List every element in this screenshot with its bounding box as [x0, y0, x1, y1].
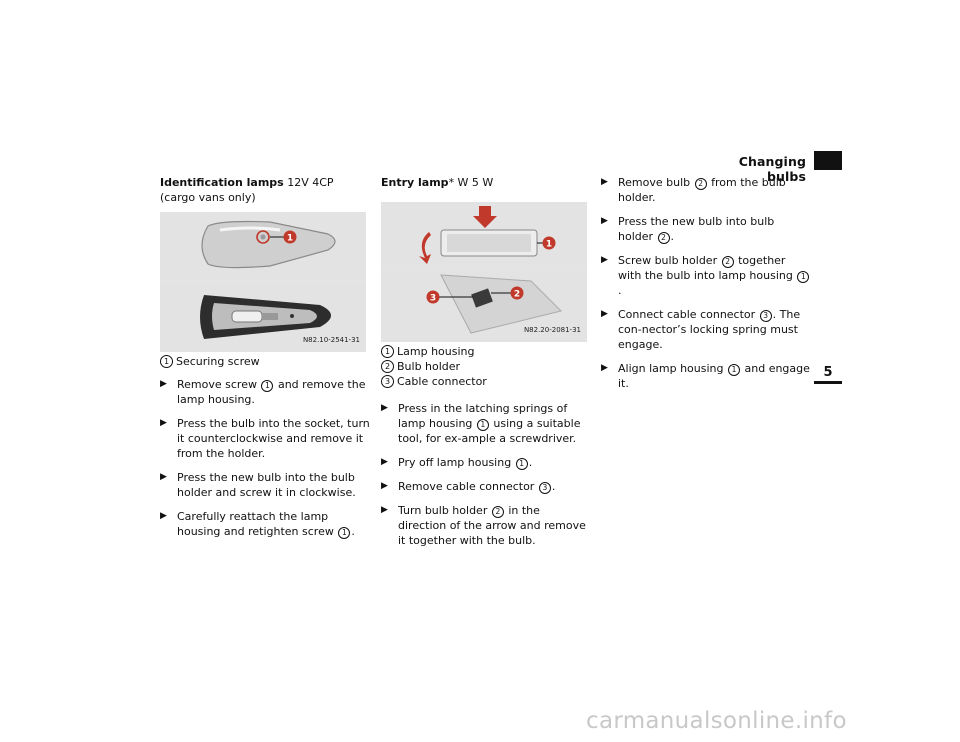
- step-text: Turn bulb holder 2 in the direction of the arrow and remove it together with the bulb.: [398, 504, 586, 547]
- arrow-bullet-icon: ▶: [381, 505, 388, 515]
- ref-number: 1: [516, 458, 528, 470]
- ref-number: 2: [658, 232, 670, 244]
- step-text: Align lamp housing 1 and engage it.: [618, 362, 810, 390]
- legend-item: [381, 374, 591, 389]
- arrow-bullet-icon: ▶: [381, 481, 388, 491]
- instruction-step: [381, 401, 591, 446]
- svg-text:1: 1: [286, 233, 294, 244]
- entry-lamp-housing-illustration: [381, 202, 587, 268]
- heading-rating: * W 5 W: [448, 176, 494, 189]
- entry-lamp-column: [381, 175, 591, 557]
- ref-number: 1: [477, 419, 489, 431]
- arrow-bullet-icon: ▶: [601, 363, 608, 373]
- chapter-number: 5: [823, 365, 833, 380]
- ref-number: 3: [760, 310, 772, 322]
- legend-label: Lamp housing: [397, 345, 475, 358]
- step-text: Carefully reattach the lamp housing and retighten screw 1 .: [177, 510, 355, 538]
- legend-label: Securing screw: [176, 355, 260, 368]
- instruction-step: [601, 361, 811, 391]
- legend-item: [381, 359, 591, 374]
- arrow-bullet-icon: ▶: [601, 216, 608, 226]
- ref-number: 2: [492, 506, 504, 518]
- instruction-step: [601, 175, 811, 205]
- instruction-step: [160, 377, 370, 407]
- step-text: Press the bulb into the socket, turn it counterclockwise and remove it from the holder.: [177, 417, 370, 460]
- instruction-steps: [160, 377, 370, 539]
- identification-lamps-heading: [160, 175, 370, 190]
- legend-item: [160, 354, 370, 369]
- identification-lamp-figure: [160, 212, 366, 352]
- instruction-step: [381, 479, 591, 494]
- watermark: carmanualsonline.info: [586, 708, 847, 734]
- chapter-rule: [814, 381, 842, 384]
- legend: [381, 344, 591, 389]
- step-text: Remove cable connector 3 .: [398, 480, 556, 493]
- svg-text:1: 1: [545, 239, 553, 250]
- step-text: Connect cable connector 3 . The con-nector’s locking spring must engage.: [618, 308, 801, 351]
- svg-text:2: 2: [513, 289, 521, 300]
- instruction-step: [381, 503, 591, 548]
- instruction-step: [160, 416, 370, 461]
- instruction-step: [160, 509, 370, 539]
- entry-lamp-heading: [381, 175, 591, 190]
- arrow-bullet-icon: ▶: [381, 457, 388, 467]
- instruction-step: [381, 455, 591, 470]
- instruction-steps: [381, 401, 591, 548]
- step-text: Screw bulb holder 2 together with the bulb into lamp housing 1.: [618, 253, 811, 298]
- ref-number: 1: [338, 527, 350, 539]
- legend: [160, 354, 370, 369]
- entry-lamp-housing-panel: [381, 202, 587, 268]
- figure-code: N82.10-2541-31: [302, 336, 360, 344]
- legend-number: 2: [381, 360, 394, 373]
- ref-number: 3: [539, 482, 551, 494]
- lamp-exterior-panel: [160, 212, 366, 280]
- arrow-bullet-icon: ▶: [601, 177, 608, 187]
- step-text: Press the new bulb into bulb holder 2 .: [618, 215, 775, 243]
- arrow-bullet-icon: ▶: [601, 255, 608, 265]
- step-text: Pry off lamp housing 1 .: [398, 456, 533, 469]
- heading-rating: 12V 4CP: [283, 176, 334, 189]
- legend-number: 1: [160, 355, 173, 368]
- step-text: Remove bulb 2 from the bulb holder.: [618, 176, 786, 204]
- section-tab-marker: [814, 151, 842, 170]
- instruction-step: [160, 470, 370, 500]
- step-text: Remove screw 1 and remove the lamp housing.: [177, 378, 366, 406]
- instruction-step: [601, 307, 811, 352]
- legend-number: 1: [381, 345, 394, 358]
- ref-number: 2: [695, 178, 707, 190]
- ref-number: 1: [797, 271, 809, 283]
- arrow-bullet-icon: ▶: [381, 403, 388, 413]
- figure-code: N82.20-2081-31: [523, 326, 581, 334]
- svg-text:3: 3: [429, 293, 437, 304]
- legend-label: Bulb holder: [397, 360, 461, 373]
- subheading: (cargo vans only): [160, 191, 256, 204]
- entry-lamp-figure: [381, 202, 587, 342]
- heading-text: Identification lamps: [160, 176, 284, 189]
- ref-number: 1: [261, 380, 273, 392]
- arrow-bullet-icon: ▶: [160, 418, 167, 428]
- lamp-exterior-illustration: [160, 212, 366, 280]
- arrow-bullet-icon: ▶: [160, 511, 167, 521]
- ref-number: 1: [728, 364, 740, 376]
- identification-lamps-column: [160, 175, 370, 548]
- step-text: Press in the latching springs of lamp housing 1 using a suitable tool, for ex-ample a screwdriver.: [398, 402, 581, 445]
- instruction-steps: [601, 175, 811, 391]
- arrow-bullet-icon: ▶: [601, 309, 608, 319]
- instruction-step: [601, 253, 811, 298]
- heading-text: Entry lamp: [381, 176, 449, 189]
- page-section-title: Changing bulbs: [738, 154, 806, 184]
- legend-item: [381, 344, 591, 359]
- arrow-bullet-icon: ▶: [160, 472, 167, 482]
- legend-number: 3: [381, 375, 394, 388]
- continued-steps-column: [601, 175, 811, 400]
- ref-number: 2: [722, 256, 734, 268]
- step-text: Press the new bulb into the bulb holder and screw it in clockwise.: [177, 471, 356, 499]
- arrow-bullet-icon: ▶: [160, 379, 167, 389]
- instruction-step: [601, 214, 811, 244]
- legend-label: Cable connector: [397, 375, 487, 388]
